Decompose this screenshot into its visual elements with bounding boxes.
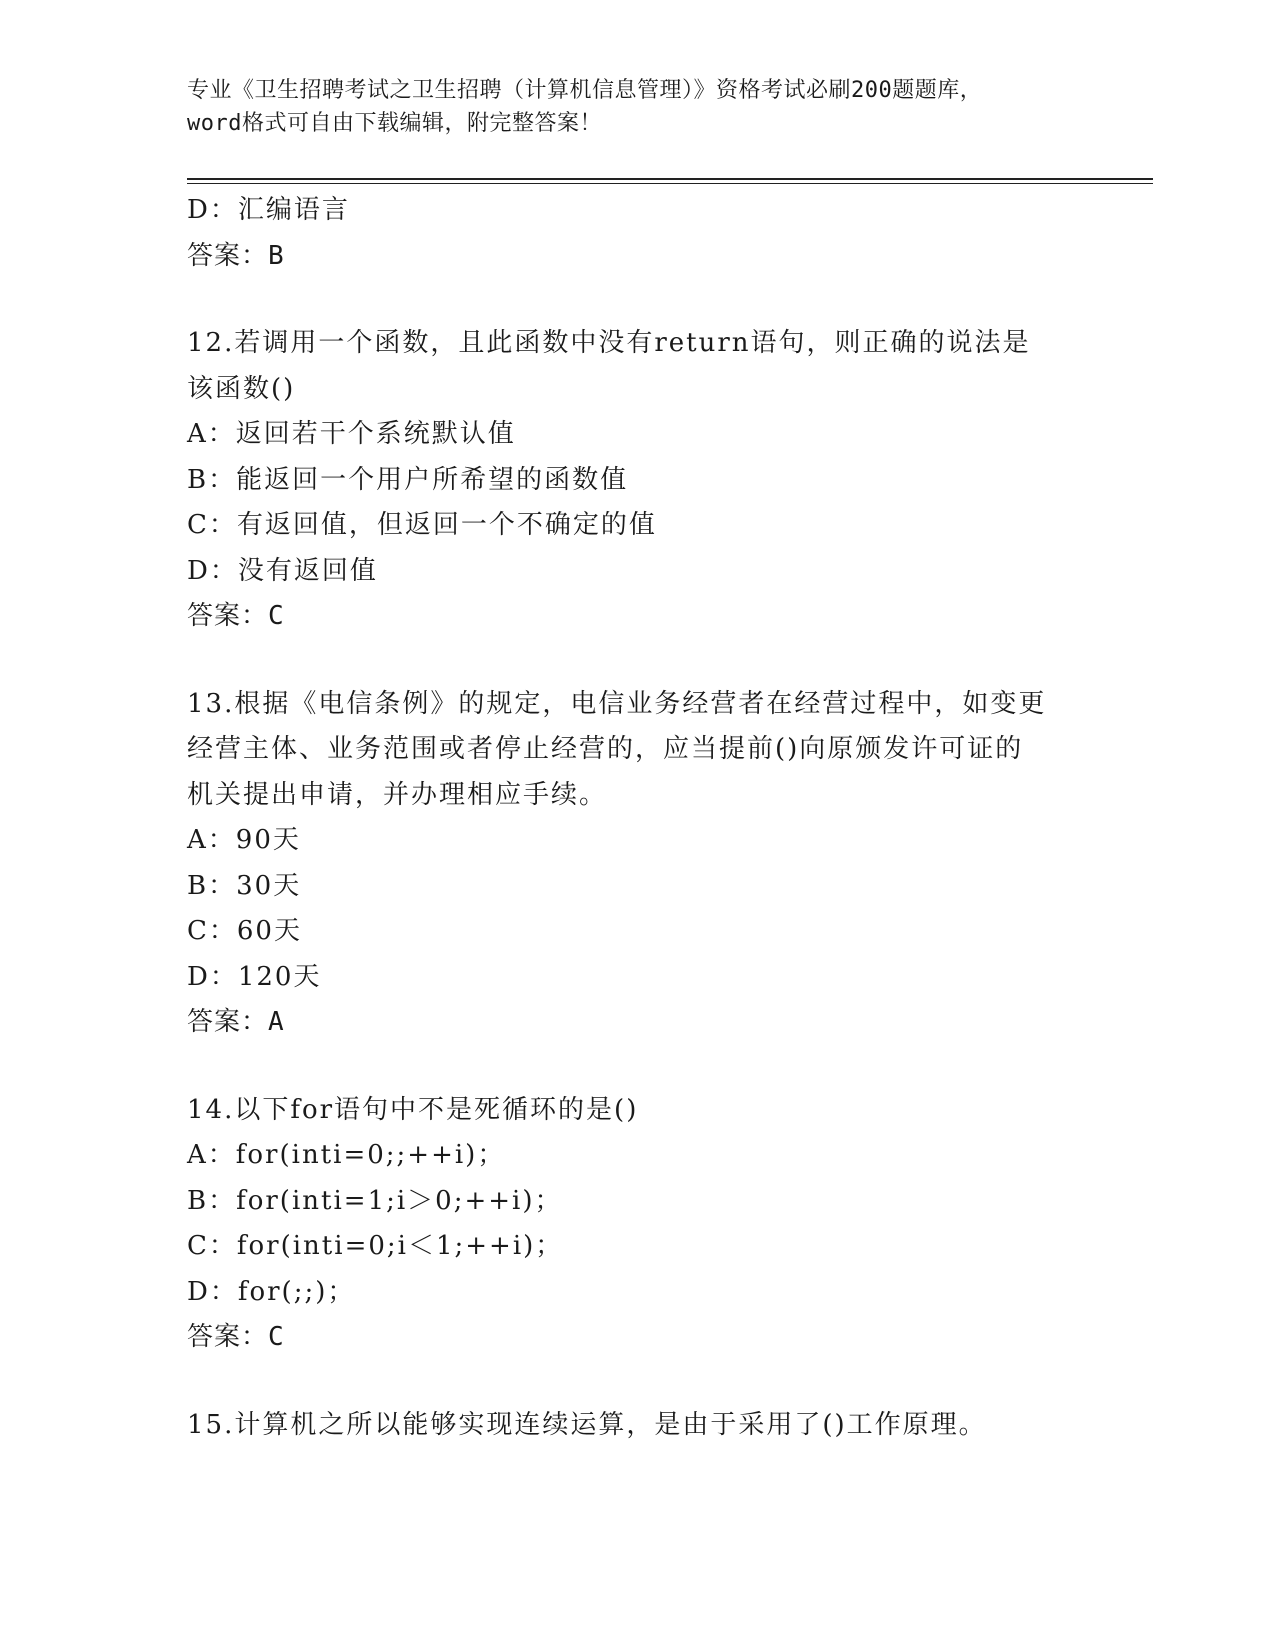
option-d: D：for(;;)； <box>187 1276 356 1307</box>
question-stem-line: 12.若调用一个函数，且此函数中没有return语句，则正确的说法是 <box>187 328 1031 358</box>
question-stem-line: 14.以下for语句中不是死循环的是() <box>187 1094 639 1125</box>
question-stem-line: 13.根据《电信条例》的规定，电信业务经营者在经营过程中，如变更 <box>187 688 1047 719</box>
option-d: D：120天 <box>187 961 322 992</box>
question-11-tail <box>187 188 1087 279</box>
question-14 <box>187 1088 1087 1361</box>
option-c: C：60天 <box>187 916 302 946</box>
option-b: B：能返回一个用户所希望的函数值 <box>187 464 629 495</box>
option-c: C：for(inti=0;i＜1;++i)； <box>187 1231 564 1261</box>
document-header <box>187 74 1087 140</box>
option-c: C：有返回值，但返回一个不确定的值 <box>187 510 657 540</box>
answer: 答案：C <box>187 601 285 631</box>
header-divider-thick <box>187 178 1153 180</box>
question-stem-line: 15.计算机之所以能够实现连续运算，是由于采用了()工作原理。 <box>187 1409 987 1440</box>
header-line-2: word格式可自由下载编辑，附完整答案！ <box>187 111 602 136</box>
header-divider-thin <box>187 183 1153 184</box>
answer: 答案：A <box>187 1007 285 1037</box>
answer: 答案：C <box>187 1322 285 1352</box>
header-line-1: 专业《卫生招聘考试之卫生招聘（计算机信息管理）》资格考试必刷200题题库， <box>187 78 983 103</box>
option-b: B：30天 <box>187 870 302 901</box>
question-list <box>187 188 1087 1448</box>
answer: 答案：B <box>187 240 285 271</box>
option-b: B：for(inti=1;i＞0;++i)； <box>187 1185 563 1216</box>
question-15 <box>187 1403 1087 1449</box>
option-d: D：没有返回值 <box>187 555 378 586</box>
question-stem-line: 机关提出申请，并办理相应手续。 <box>187 779 608 810</box>
question-stem-line: 该函数() <box>187 373 296 404</box>
option-a: A：返回若干个系统默认值 <box>187 419 516 449</box>
question-13 <box>187 682 1087 1046</box>
question-stem-line: 经营主体、业务范围或者停止经营的，应当提前()向原颁发许可证的 <box>187 734 1024 764</box>
option-a: A：90天 <box>187 825 301 855</box>
option-a: A：for(inti=0;;++i)； <box>187 1140 506 1170</box>
option-d: D：汇编语言 <box>187 195 350 225</box>
question-12 <box>187 321 1087 640</box>
